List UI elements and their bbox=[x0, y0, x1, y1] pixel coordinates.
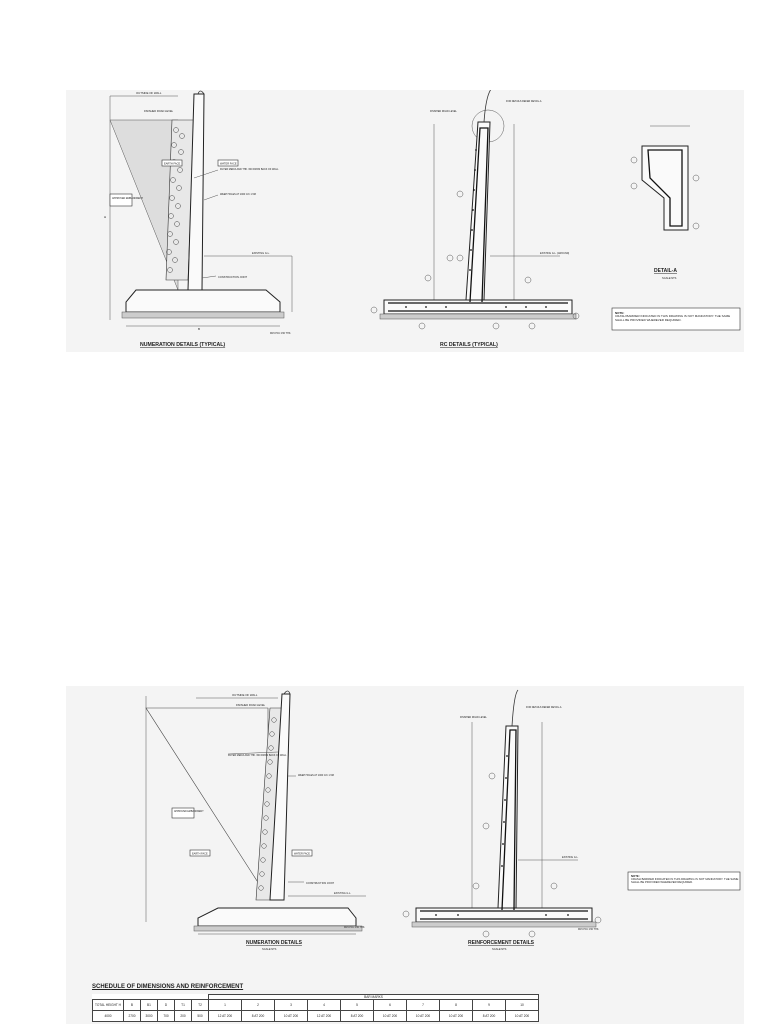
schedule-cell: 3000 bbox=[141, 1011, 158, 1022]
schedule-cell: 8 AT 200 bbox=[242, 1011, 275, 1022]
leader-weep-holes bbox=[204, 195, 218, 200]
schedule-header-cell: 8 bbox=[440, 1000, 473, 1011]
schedule-cell: 12 AT 200 bbox=[209, 1011, 242, 1022]
schedule-table bbox=[92, 994, 539, 1022]
b-label-construction-joint: CONSTRUCTION JOINT bbox=[306, 882, 335, 885]
b-label-existing-gl: EXISTING G.L. bbox=[334, 892, 352, 895]
detail-a-title: DETAIL-A bbox=[654, 268, 677, 274]
label-weep-holes: WEEP HOLES AT 1000 C/C 1.5M bbox=[220, 193, 256, 196]
leader-construction-joint bbox=[202, 276, 216, 278]
schedule-cell: 10 AT 200 bbox=[506, 1011, 539, 1022]
b-pcc-layer bbox=[194, 926, 362, 931]
schedule-header-cell: 2 bbox=[242, 1000, 275, 1011]
schedule-data-row bbox=[93, 1011, 539, 1022]
note-text-bottom-wrap bbox=[631, 878, 739, 890]
b-rc-label-finished-road-level: FINISHED ROAD LEVEL bbox=[460, 716, 487, 719]
b-label-outside-of-wall: OUTSIDE OF WALL bbox=[232, 693, 258, 697]
b-rc-pcc bbox=[412, 922, 596, 927]
label-see-detail-a: FOR DETAILS REFER DETAIL-A bbox=[506, 100, 542, 103]
detail-a-mark-4 bbox=[693, 223, 699, 229]
dim-h-label: H bbox=[104, 215, 107, 219]
label-existing-gl: EXISTING G.L. bbox=[252, 252, 270, 255]
note-text-bottom: CRASH BARRIER INDICATED IN THIS DRAWING IS NOT MANDATORY. THE SAME SHALL BE PROVIDED WHEREVER REQUIRED. bbox=[631, 878, 739, 885]
label-outside-of-wall: OUTSIDE OF WALL bbox=[136, 91, 162, 95]
approved-embankment-box bbox=[110, 194, 132, 206]
schedule-header-cell: D bbox=[158, 1000, 175, 1011]
label-approved-embankment: APPROVED EMBANKMENT bbox=[112, 197, 143, 200]
label-finished-road-level: FINISHED ROAD LEVEL bbox=[144, 110, 174, 113]
label-water-face: WATER FACE bbox=[220, 162, 237, 166]
schedule-header-cell: 5 bbox=[341, 1000, 374, 1011]
note-heading-bottom: NOTE: bbox=[631, 874, 640, 878]
schedule-cell: 10 AT 200 bbox=[440, 1011, 473, 1022]
b-rc-label-see-detail-a: FOR DETAILS REFER DETAIL-A bbox=[526, 706, 562, 709]
rc-base bbox=[384, 300, 572, 314]
schedule-cell: 10 AT 200 bbox=[407, 1011, 440, 1022]
schedule-cell: 2700 bbox=[124, 1011, 141, 1022]
b-label-weep-holes: WEEP HOLES AT 1000 C/C 1.5M bbox=[298, 774, 334, 777]
schedule-title: SCHEDULE OF DIMENSIONS AND REINFORCEMENT bbox=[92, 984, 244, 990]
b-label-finished-road-level: FINISHED ROAD LEVEL bbox=[236, 704, 266, 707]
schedule-header-cell: T2 bbox=[192, 1000, 209, 1011]
schedule-group-header: BAR MARKS bbox=[209, 995, 539, 1000]
schedule-header-cell: 6 bbox=[374, 1000, 407, 1011]
detail-a-scale: SCALE:NTS bbox=[662, 277, 677, 280]
reinforcement-detail-bottom bbox=[403, 690, 601, 951]
b-rc-crash-barrier bbox=[512, 690, 518, 726]
schedule-cell: 500 bbox=[192, 1011, 209, 1022]
schedule-header-row bbox=[93, 1000, 539, 1011]
detail-a-mark-2 bbox=[631, 183, 637, 189]
drawing-sheet-bottom bbox=[66, 686, 744, 1024]
numeration-detail-top bbox=[104, 91, 292, 348]
detail-a-mark-1 bbox=[631, 157, 637, 163]
dim-b-label: B bbox=[198, 327, 201, 331]
rc-details-title: RC DETAILS (TYPICAL) bbox=[440, 342, 498, 348]
b-label-pcc: M15 PCC 150 THK. bbox=[344, 926, 366, 929]
b-backfill-wedge bbox=[146, 708, 268, 898]
rc-crash-barrier bbox=[484, 90, 492, 122]
b-numeration-scale: SCALE:NTS bbox=[262, 948, 277, 951]
pcc-layer bbox=[122, 312, 284, 318]
b-rc-label-existing-gl: EXISTING G.L. bbox=[562, 856, 579, 859]
label-construction-joint: CONSTRUCTION JOINT bbox=[218, 276, 248, 279]
note-heading-top: NOTE: bbox=[615, 311, 625, 315]
schedule-header-cell: 9 bbox=[473, 1000, 506, 1011]
detail-a-top bbox=[612, 126, 740, 330]
drawing-sheet-top bbox=[66, 90, 744, 352]
schedule-cell: 200 bbox=[175, 1011, 192, 1022]
label-pcc: M15 PCC 150 THK. bbox=[270, 332, 292, 335]
b-embankment-box bbox=[172, 808, 194, 818]
label-filter-media: FILTER MEDIA AND THK. 600 FROM BACK OF WALL bbox=[220, 168, 279, 171]
schedule-header-cell: 10 bbox=[506, 1000, 539, 1011]
schedule-header-cell: 1 bbox=[209, 1000, 242, 1011]
b-wall-base bbox=[198, 908, 356, 926]
b-rc-label-pcc: M15 PCC 150 THK. bbox=[578, 928, 600, 931]
schedule-cell: 4000 bbox=[93, 1011, 124, 1022]
schedule-header-cell: TOTAL HEIGHT H bbox=[93, 1000, 124, 1011]
schedule-cell: 10 AT 200 bbox=[275, 1011, 308, 1022]
label-rc-finished-road-level: FINISHED ROAD LEVEL bbox=[430, 110, 457, 113]
detail-a-mark-3 bbox=[693, 175, 699, 181]
b-rc-base bbox=[416, 908, 592, 922]
b-label-approved-embankment: APPROVED EMBANKMENT bbox=[174, 811, 204, 813]
rc-pcc-layer bbox=[380, 314, 576, 319]
b-reinforcement-scale: SCALE:NTS bbox=[492, 948, 507, 951]
label-rc-existing-gl: EXISTING G.L. (GROUND) bbox=[540, 252, 570, 255]
b-label-water-face: WATER FACE bbox=[294, 852, 310, 856]
numeration-detail-bottom bbox=[146, 691, 366, 951]
b-reinforcement-title: REINFORCEMENT DETAILS bbox=[468, 940, 535, 946]
schedule-header-cell: 4 bbox=[308, 1000, 341, 1011]
schedule-cell: 8 AT 200 bbox=[341, 1011, 374, 1022]
b-numeration-title: NUMERATION DETAILS bbox=[246, 940, 302, 946]
schedule-cell: 12 AT 200 bbox=[308, 1011, 341, 1022]
schedule-cell: 700 bbox=[158, 1011, 175, 1022]
schedule-header-cell: 7 bbox=[407, 1000, 440, 1011]
rc-stem bbox=[466, 122, 490, 300]
label-earth-face: EARTH FACE bbox=[164, 162, 181, 166]
note-bottom bbox=[628, 872, 740, 890]
drawing-sheet-bottom-svg bbox=[66, 686, 744, 1024]
schedule-cell: 8 AT 200 bbox=[473, 1011, 506, 1022]
b-label-filter-media: FILTER MEDIA AND THK. 600 FROM BACK OF WALL bbox=[228, 754, 287, 757]
note-text-top-wrap bbox=[615, 315, 739, 329]
schedule-header-cell: B bbox=[124, 1000, 141, 1011]
b-label-earth-face: EARTH FACE bbox=[192, 852, 208, 856]
schedule-header-cell: 3 bbox=[275, 1000, 308, 1011]
note-text-top: CRASH BARRIER INDICATED IN THIS DRAWING IS NOT MANDATORY. THE SAME SHALL BE PROVIDED WHEREVER REQUIRED. bbox=[615, 315, 731, 322]
rc-detail-top bbox=[371, 90, 579, 348]
numeration-details-title: NUMERATION DETAILS (TYPICAL) bbox=[140, 342, 226, 348]
schedule-header-cell: B1 bbox=[141, 1000, 158, 1011]
schedule-header-cell: T1 bbox=[175, 1000, 192, 1011]
drawing-sheet-top-svg bbox=[66, 90, 744, 352]
schedule-cell: 10 AT 200 bbox=[374, 1011, 407, 1022]
wall-base bbox=[126, 290, 280, 312]
